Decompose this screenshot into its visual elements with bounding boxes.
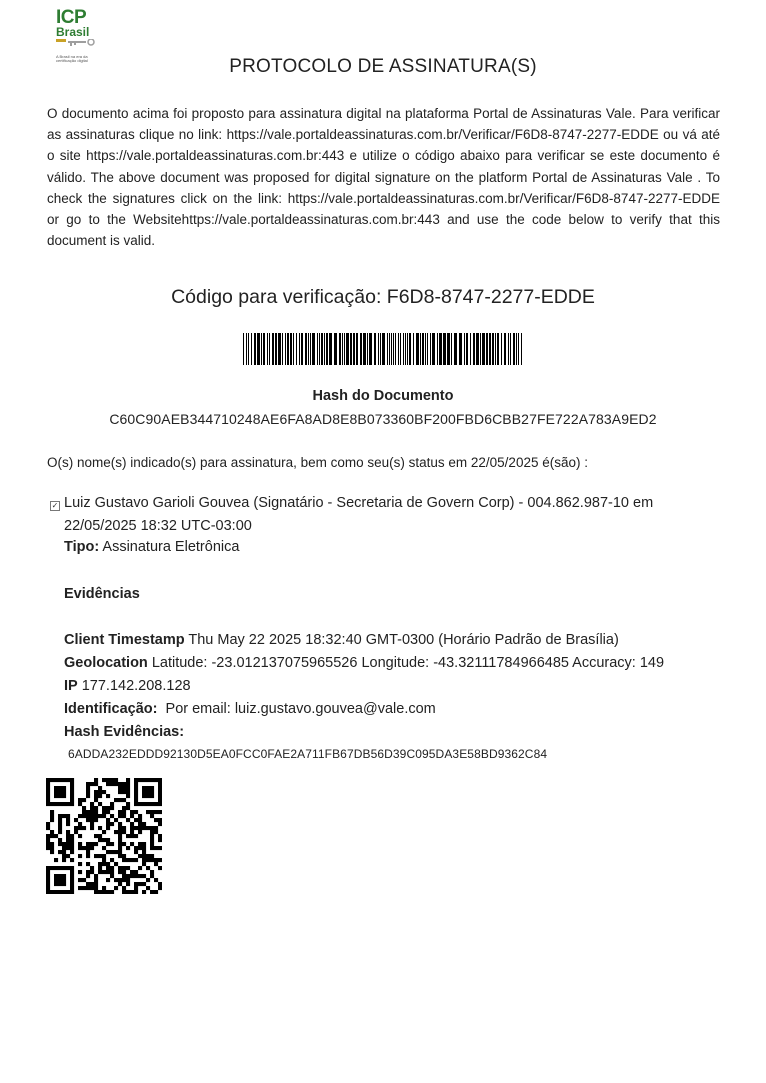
verification-code: Código para verificação: F6D8-8747-2277-EDDE bbox=[171, 286, 595, 308]
client-timestamp-value: Thu May 22 2025 18:32:40 GMT-0300 (Horário Padrão de Brasília) bbox=[184, 632, 619, 648]
ip-label: IP bbox=[64, 678, 78, 694]
logo-brasil-text: Brasil bbox=[56, 25, 90, 39]
signature-type bbox=[64, 539, 239, 555]
signers-status-line: O(s) nome(s) indicado(s) para assinatura, bem como seu(s) status em 22/05/2025 é(são) : bbox=[47, 455, 588, 470]
identificacao-value: Por email: luiz.gustavo.gouvea@vale.com bbox=[157, 701, 436, 717]
logo-icp-text: ICP bbox=[56, 7, 87, 28]
qr-code-image bbox=[46, 778, 162, 894]
hash-evidences-label: Hash Evidências: bbox=[64, 724, 185, 740]
geolocation-row bbox=[64, 655, 664, 671]
document-hash-title: Hash do Documento bbox=[312, 388, 454, 404]
signature-type-label: Tipo: bbox=[64, 539, 100, 555]
ip-row bbox=[64, 678, 191, 694]
logo-tagline: A Brasil na era da certificação digital bbox=[56, 54, 88, 64]
identificacao-row bbox=[64, 701, 436, 717]
barcode-image bbox=[243, 333, 523, 365]
page-title: PROTOCOLO DE ASSINATURA(S) bbox=[229, 56, 537, 77]
client-timestamp-label: Client Timestamp bbox=[64, 632, 185, 648]
ip-value: 177.142.208.128 bbox=[77, 678, 191, 694]
signed-check-icon: ✓ bbox=[51, 501, 59, 510]
key-icon bbox=[56, 39, 100, 48]
signer-description: Luiz Gustavo Garioli Gouvea (Signatário - Secretaria de Govern Corp) - 004.862.987-10 em 22/05/2025 18:32 UTC-03:00 bbox=[64, 495, 654, 534]
identificacao-label: Identificação: bbox=[64, 701, 158, 717]
hash-evidences-value: 6ADDA232EDDD92130D5EA0FCC0FAE2A711FB67DB56D39C095DA3E58BD9362C84 bbox=[68, 747, 548, 761]
signature-type-value: Assinatura Eletrônica bbox=[99, 539, 240, 555]
document-hash-value: C60C90AEB344710248AE6FA8AD8E8B073360BF200FBD6CBB27FE722A783A9ED2 bbox=[109, 411, 657, 427]
client-timestamp-row bbox=[64, 632, 619, 648]
icp-brasil-logo bbox=[56, 8, 106, 62]
geolocation-label: Geolocation bbox=[64, 655, 148, 671]
intro-paragraph: O documento acima foi proposto para assinatura digital na plataforma Portal de Assinaturas Vale. Para verificar as assinaturas clique no link: https://vale.portaldeassinaturas.com.br/Verificar/F6D8-8747-2277-EDDE ou vá até o site https://vale.portaldeassinaturas.com.br:443 e utilize o código abaixo para verificar se este documento é válido. The above document was proposed for digital signature on the platform Portal de Assinaturas Vale . To check the signatures click on the link: https://vale.portaldeassinaturas.com.br/Verificar/F6D8-8747-2277-EDDE or go to the Websitehttps://vale.portaldeassinaturas.com.br:443 and use the code below to verify that this document is valid. bbox=[47, 106, 720, 249]
evidences-title: Evidências bbox=[64, 586, 140, 602]
geolocation-value: Latitude: -23.012137075965526 Longitude: -43.32111784966485 Accuracy: 149 bbox=[147, 655, 665, 671]
